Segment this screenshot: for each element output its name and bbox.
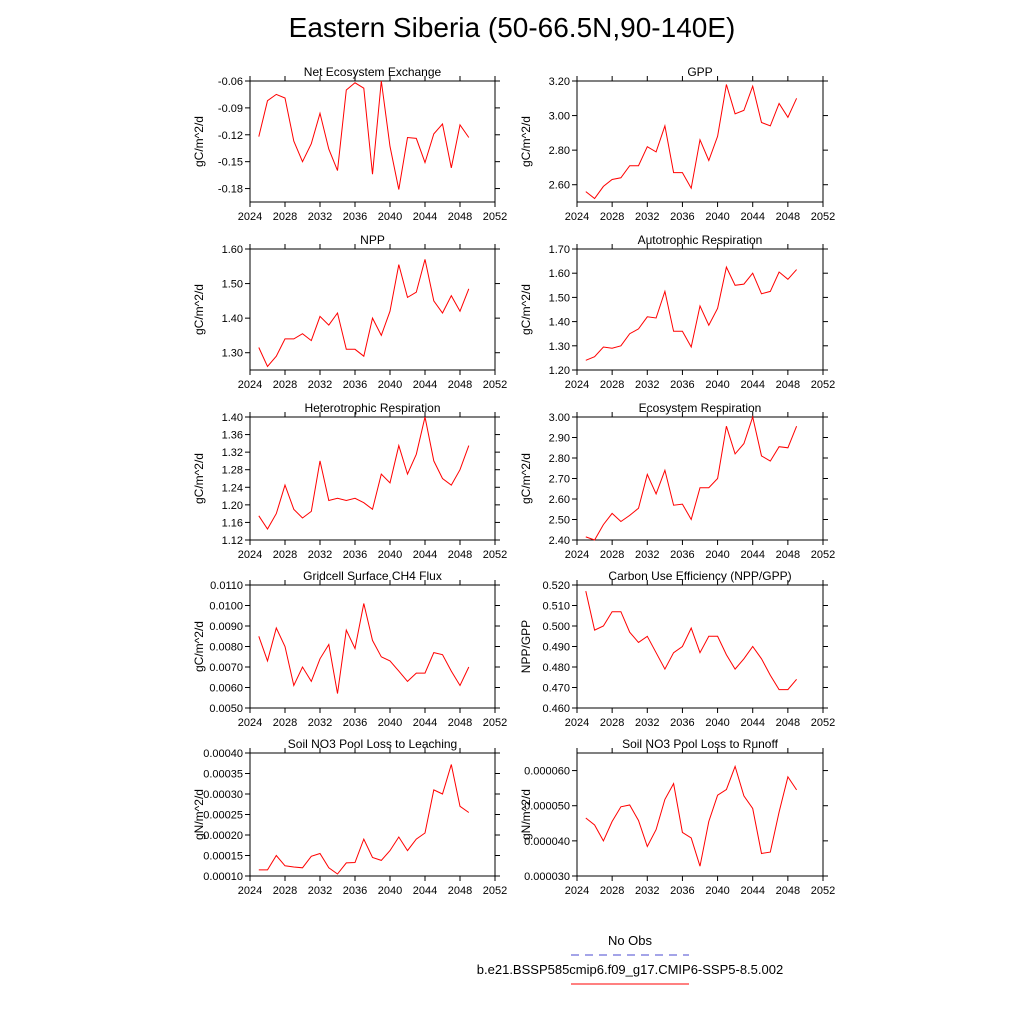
x-tick-label: 2032 bbox=[635, 717, 660, 729]
y-tick-label: -0.09 bbox=[217, 102, 243, 115]
x-tick-label: 2036 bbox=[670, 211, 695, 223]
y-tick-label: 0.0060 bbox=[209, 682, 243, 695]
y-tick-label: 0.510 bbox=[542, 600, 570, 613]
plot-title: GPP bbox=[687, 65, 713, 79]
x-tick-label: 2048 bbox=[775, 211, 801, 223]
y-tick-label: 2.80 bbox=[548, 145, 570, 158]
y-axis-label: gC/m^2/d bbox=[519, 116, 533, 167]
x-tick-label: 2052 bbox=[810, 885, 836, 897]
x-tick-label: 2028 bbox=[599, 211, 625, 223]
x-tick-label: 2048 bbox=[775, 379, 801, 391]
y-tick-label: 1.12 bbox=[221, 535, 243, 547]
y-tick-label: 1.36 bbox=[221, 429, 243, 442]
x-tick-label: 2036 bbox=[342, 379, 368, 391]
y-tick-label: 0.0080 bbox=[209, 641, 243, 654]
legend-label-model: b.e21.BSSP585cmip6.f09_g17.CMIP6-SSP5-8.5.002 bbox=[476, 962, 784, 977]
y-tick-label: 0.000060 bbox=[524, 765, 570, 778]
y-tick-label: 1.16 bbox=[221, 517, 243, 530]
y-tick-label: 3.00 bbox=[548, 412, 570, 424]
x-tick-label: 2028 bbox=[272, 885, 298, 897]
y-tick-label: 0.00010 bbox=[203, 871, 243, 883]
y-tick-label: 0.000050 bbox=[524, 800, 570, 813]
y-tick-label: 1.32 bbox=[221, 447, 243, 460]
x-tick-label: 2040 bbox=[705, 885, 730, 897]
x-tick-label: 2040 bbox=[705, 379, 730, 391]
plot-frame bbox=[577, 249, 823, 370]
x-tick-label: 2040 bbox=[377, 211, 403, 223]
y-tick-label: 2.50 bbox=[548, 514, 570, 527]
x-tick-label: 2036 bbox=[342, 885, 368, 897]
x-tick-label: 2024 bbox=[237, 549, 263, 561]
x-tick-label: 2040 bbox=[705, 549, 730, 561]
x-tick-label: 2028 bbox=[272, 549, 298, 561]
y-tick-label: 1.20 bbox=[221, 499, 243, 512]
y-tick-label: -0.15 bbox=[217, 156, 243, 169]
x-tick-label: 2032 bbox=[307, 885, 333, 897]
plot-frame bbox=[577, 753, 823, 876]
plot-title: NPP bbox=[360, 233, 385, 247]
x-tick-label: 2044 bbox=[412, 717, 438, 729]
x-tick-label: 2032 bbox=[307, 549, 333, 561]
x-tick-label: 2044 bbox=[740, 549, 765, 561]
x-tick-label: 2024 bbox=[237, 379, 263, 391]
y-tick-label: 0.000040 bbox=[524, 835, 570, 848]
x-tick-label: 2044 bbox=[740, 717, 765, 729]
plot-title: Heterotrophic Respiration bbox=[304, 401, 441, 415]
y-tick-label: 0.520 bbox=[542, 580, 570, 592]
x-tick-label: 2048 bbox=[447, 885, 473, 897]
plot-title: Gridcell Surface CH4 Flux bbox=[303, 569, 442, 583]
x-tick-label: 2028 bbox=[599, 885, 625, 897]
x-tick-label: 2024 bbox=[564, 379, 590, 391]
x-tick-label: 2024 bbox=[564, 211, 590, 223]
x-tick-label: 2044 bbox=[412, 549, 438, 561]
y-tick-label: 0.00025 bbox=[203, 809, 243, 822]
x-tick-label: 2032 bbox=[307, 211, 333, 223]
x-tick-label: 2040 bbox=[377, 549, 403, 561]
plot-frame bbox=[250, 81, 495, 202]
plot-title: Carbon Use Efficiency (NPP/GPP) bbox=[608, 569, 792, 583]
x-tick-label: 2028 bbox=[272, 717, 298, 729]
y-tick-label: 0.0110 bbox=[210, 580, 243, 592]
series-line bbox=[259, 259, 469, 366]
x-tick-label: 2052 bbox=[482, 211, 508, 223]
y-tick-label: 1.20 bbox=[548, 365, 570, 377]
legend-label-obs: No Obs bbox=[607, 933, 653, 948]
y-tick-label: 0.500 bbox=[542, 621, 570, 633]
y-tick-label: 2.70 bbox=[548, 473, 570, 486]
x-tick-label: 2028 bbox=[599, 549, 625, 561]
y-tick-label: 0.470 bbox=[542, 682, 570, 695]
x-tick-label: 2024 bbox=[237, 717, 263, 729]
x-tick-label: 2044 bbox=[412, 379, 438, 391]
x-tick-label: 2048 bbox=[447, 211, 473, 223]
x-tick-label: 2040 bbox=[377, 885, 403, 897]
x-tick-label: 2052 bbox=[810, 211, 836, 223]
x-tick-label: 2052 bbox=[810, 717, 836, 729]
plot-title: Soil NO3 Pool Loss to Leaching bbox=[287, 737, 458, 751]
y-tick-label: 1.30 bbox=[221, 347, 243, 360]
x-tick-label: 2028 bbox=[599, 379, 625, 391]
plot-frame bbox=[577, 417, 823, 540]
x-tick-label: 2028 bbox=[272, 211, 298, 223]
y-tick-label: 1.40 bbox=[548, 316, 570, 329]
x-tick-label: 2048 bbox=[447, 717, 473, 729]
plot-title: Autotrophic Respiration bbox=[637, 233, 763, 247]
x-tick-label: 2024 bbox=[564, 885, 590, 897]
x-tick-label: 2036 bbox=[342, 549, 368, 561]
series-line bbox=[259, 765, 469, 875]
series-line bbox=[259, 417, 469, 529]
y-tick-label: 0.00015 bbox=[203, 850, 243, 863]
y-tick-label: 0.00035 bbox=[203, 768, 243, 781]
plot-title: Ecosystem Respiration bbox=[638, 401, 762, 415]
plot-frame bbox=[250, 249, 495, 370]
y-tick-label: 0.00020 bbox=[203, 830, 243, 842]
y-tick-label: 1.50 bbox=[548, 292, 570, 305]
x-tick-label: 2044 bbox=[412, 885, 438, 897]
x-tick-label: 2048 bbox=[775, 549, 801, 561]
y-tick-label: 2.60 bbox=[548, 494, 570, 506]
x-tick-label: 2036 bbox=[342, 211, 368, 223]
y-axis-label: gN/m^2/d bbox=[192, 789, 206, 840]
plot-title: Net Ecosystem Exchange bbox=[303, 65, 442, 79]
x-tick-label: 2028 bbox=[599, 717, 625, 729]
x-tick-label: 2044 bbox=[740, 211, 765, 223]
y-axis-label: gC/m^2/d bbox=[192, 116, 206, 167]
x-tick-label: 2032 bbox=[635, 885, 660, 897]
x-tick-label: 2044 bbox=[740, 379, 765, 391]
x-tick-label: 2036 bbox=[670, 717, 695, 729]
x-tick-label: 2032 bbox=[635, 211, 660, 223]
y-tick-label: 1.60 bbox=[548, 268, 570, 281]
series-line bbox=[259, 81, 469, 190]
x-tick-label: 2048 bbox=[447, 549, 473, 561]
x-tick-label: 2044 bbox=[740, 885, 765, 897]
y-tick-label: 0.480 bbox=[542, 662, 570, 674]
x-tick-label: 2044 bbox=[412, 211, 438, 223]
x-tick-label: 2024 bbox=[564, 549, 590, 561]
y-tick-label: 1.28 bbox=[221, 464, 243, 477]
x-tick-label: 2024 bbox=[237, 211, 263, 223]
y-tick-label: 3.00 bbox=[548, 110, 570, 123]
y-tick-label: 2.60 bbox=[548, 179, 570, 192]
plot-frame bbox=[250, 417, 495, 540]
y-axis-label: gC/m^2/d bbox=[192, 284, 206, 335]
plot-title: Soil NO3 Pool Loss to Runoff bbox=[622, 737, 778, 751]
y-axis-label: gN/m^2/d bbox=[519, 789, 533, 840]
y-tick-label: -0.18 bbox=[217, 183, 243, 196]
x-tick-label: 2052 bbox=[482, 885, 508, 897]
y-tick-label: 0.460 bbox=[542, 703, 570, 715]
y-tick-label: 1.70 bbox=[548, 244, 570, 256]
x-tick-label: 2036 bbox=[670, 549, 695, 561]
y-tick-label: 1.60 bbox=[221, 244, 243, 256]
x-tick-label: 2048 bbox=[775, 717, 801, 729]
y-tick-label: 2.40 bbox=[548, 535, 570, 547]
x-tick-label: 2040 bbox=[377, 379, 403, 391]
y-axis-label: gC/m^2/d bbox=[192, 453, 206, 504]
series-line bbox=[586, 267, 797, 360]
y-tick-label: 0.0050 bbox=[209, 703, 243, 715]
y-tick-label: -0.12 bbox=[217, 129, 243, 142]
x-tick-label: 2052 bbox=[482, 717, 508, 729]
x-tick-label: 2040 bbox=[377, 717, 403, 729]
x-tick-label: 2024 bbox=[237, 885, 263, 897]
x-tick-label: 2032 bbox=[307, 717, 333, 729]
y-axis-label: gC/m^2/d bbox=[519, 284, 533, 335]
y-tick-label: -0.06 bbox=[217, 76, 243, 88]
y-tick-label: 0.0100 bbox=[209, 600, 243, 613]
y-tick-label: 0.000030 bbox=[524, 871, 570, 883]
y-tick-label: 0.00030 bbox=[203, 789, 243, 801]
y-axis-label: NPP/GPP bbox=[519, 619, 533, 674]
series-line bbox=[586, 85, 797, 199]
y-tick-label: 1.24 bbox=[221, 482, 243, 495]
x-tick-label: 2052 bbox=[810, 379, 836, 391]
y-tick-label: 1.40 bbox=[221, 412, 243, 424]
x-tick-label: 2036 bbox=[342, 717, 368, 729]
x-tick-label: 2040 bbox=[705, 211, 730, 223]
page-title: Eastern Siberia (50-66.5N,90-140E) bbox=[288, 12, 736, 43]
series-line bbox=[259, 604, 469, 694]
series-line bbox=[586, 417, 797, 540]
x-tick-label: 2052 bbox=[482, 379, 508, 391]
x-tick-label: 2052 bbox=[810, 549, 836, 561]
x-tick-label: 2032 bbox=[635, 379, 660, 391]
y-tick-label: 1.50 bbox=[221, 278, 243, 291]
series-line bbox=[586, 766, 797, 866]
x-tick-label: 2048 bbox=[775, 885, 801, 897]
y-tick-label: 2.80 bbox=[548, 453, 570, 465]
x-tick-label: 2040 bbox=[705, 717, 730, 729]
y-axis-label: gC/m^2/d bbox=[192, 621, 206, 672]
y-tick-label: 0.0090 bbox=[209, 621, 243, 633]
x-tick-label: 2052 bbox=[482, 549, 508, 561]
y-tick-label: 1.40 bbox=[221, 313, 243, 326]
x-tick-label: 2032 bbox=[307, 379, 333, 391]
series-line bbox=[586, 591, 797, 690]
y-tick-label: 1.30 bbox=[548, 340, 570, 353]
y-tick-label: 0.490 bbox=[542, 641, 570, 654]
y-tick-label: 0.0070 bbox=[209, 662, 243, 674]
y-tick-label: 2.90 bbox=[548, 432, 570, 445]
x-tick-label: 2032 bbox=[635, 549, 660, 561]
x-tick-label: 2028 bbox=[272, 379, 298, 391]
x-tick-label: 2036 bbox=[670, 379, 695, 391]
plot-frame bbox=[250, 585, 495, 708]
x-tick-label: 2024 bbox=[564, 717, 590, 729]
y-tick-label: 3.20 bbox=[548, 76, 570, 88]
x-tick-label: 2048 bbox=[447, 379, 473, 391]
x-tick-label: 2036 bbox=[670, 885, 695, 897]
y-axis-label: gC/m^2/d bbox=[519, 453, 533, 504]
y-tick-label: 0.00040 bbox=[203, 748, 243, 760]
